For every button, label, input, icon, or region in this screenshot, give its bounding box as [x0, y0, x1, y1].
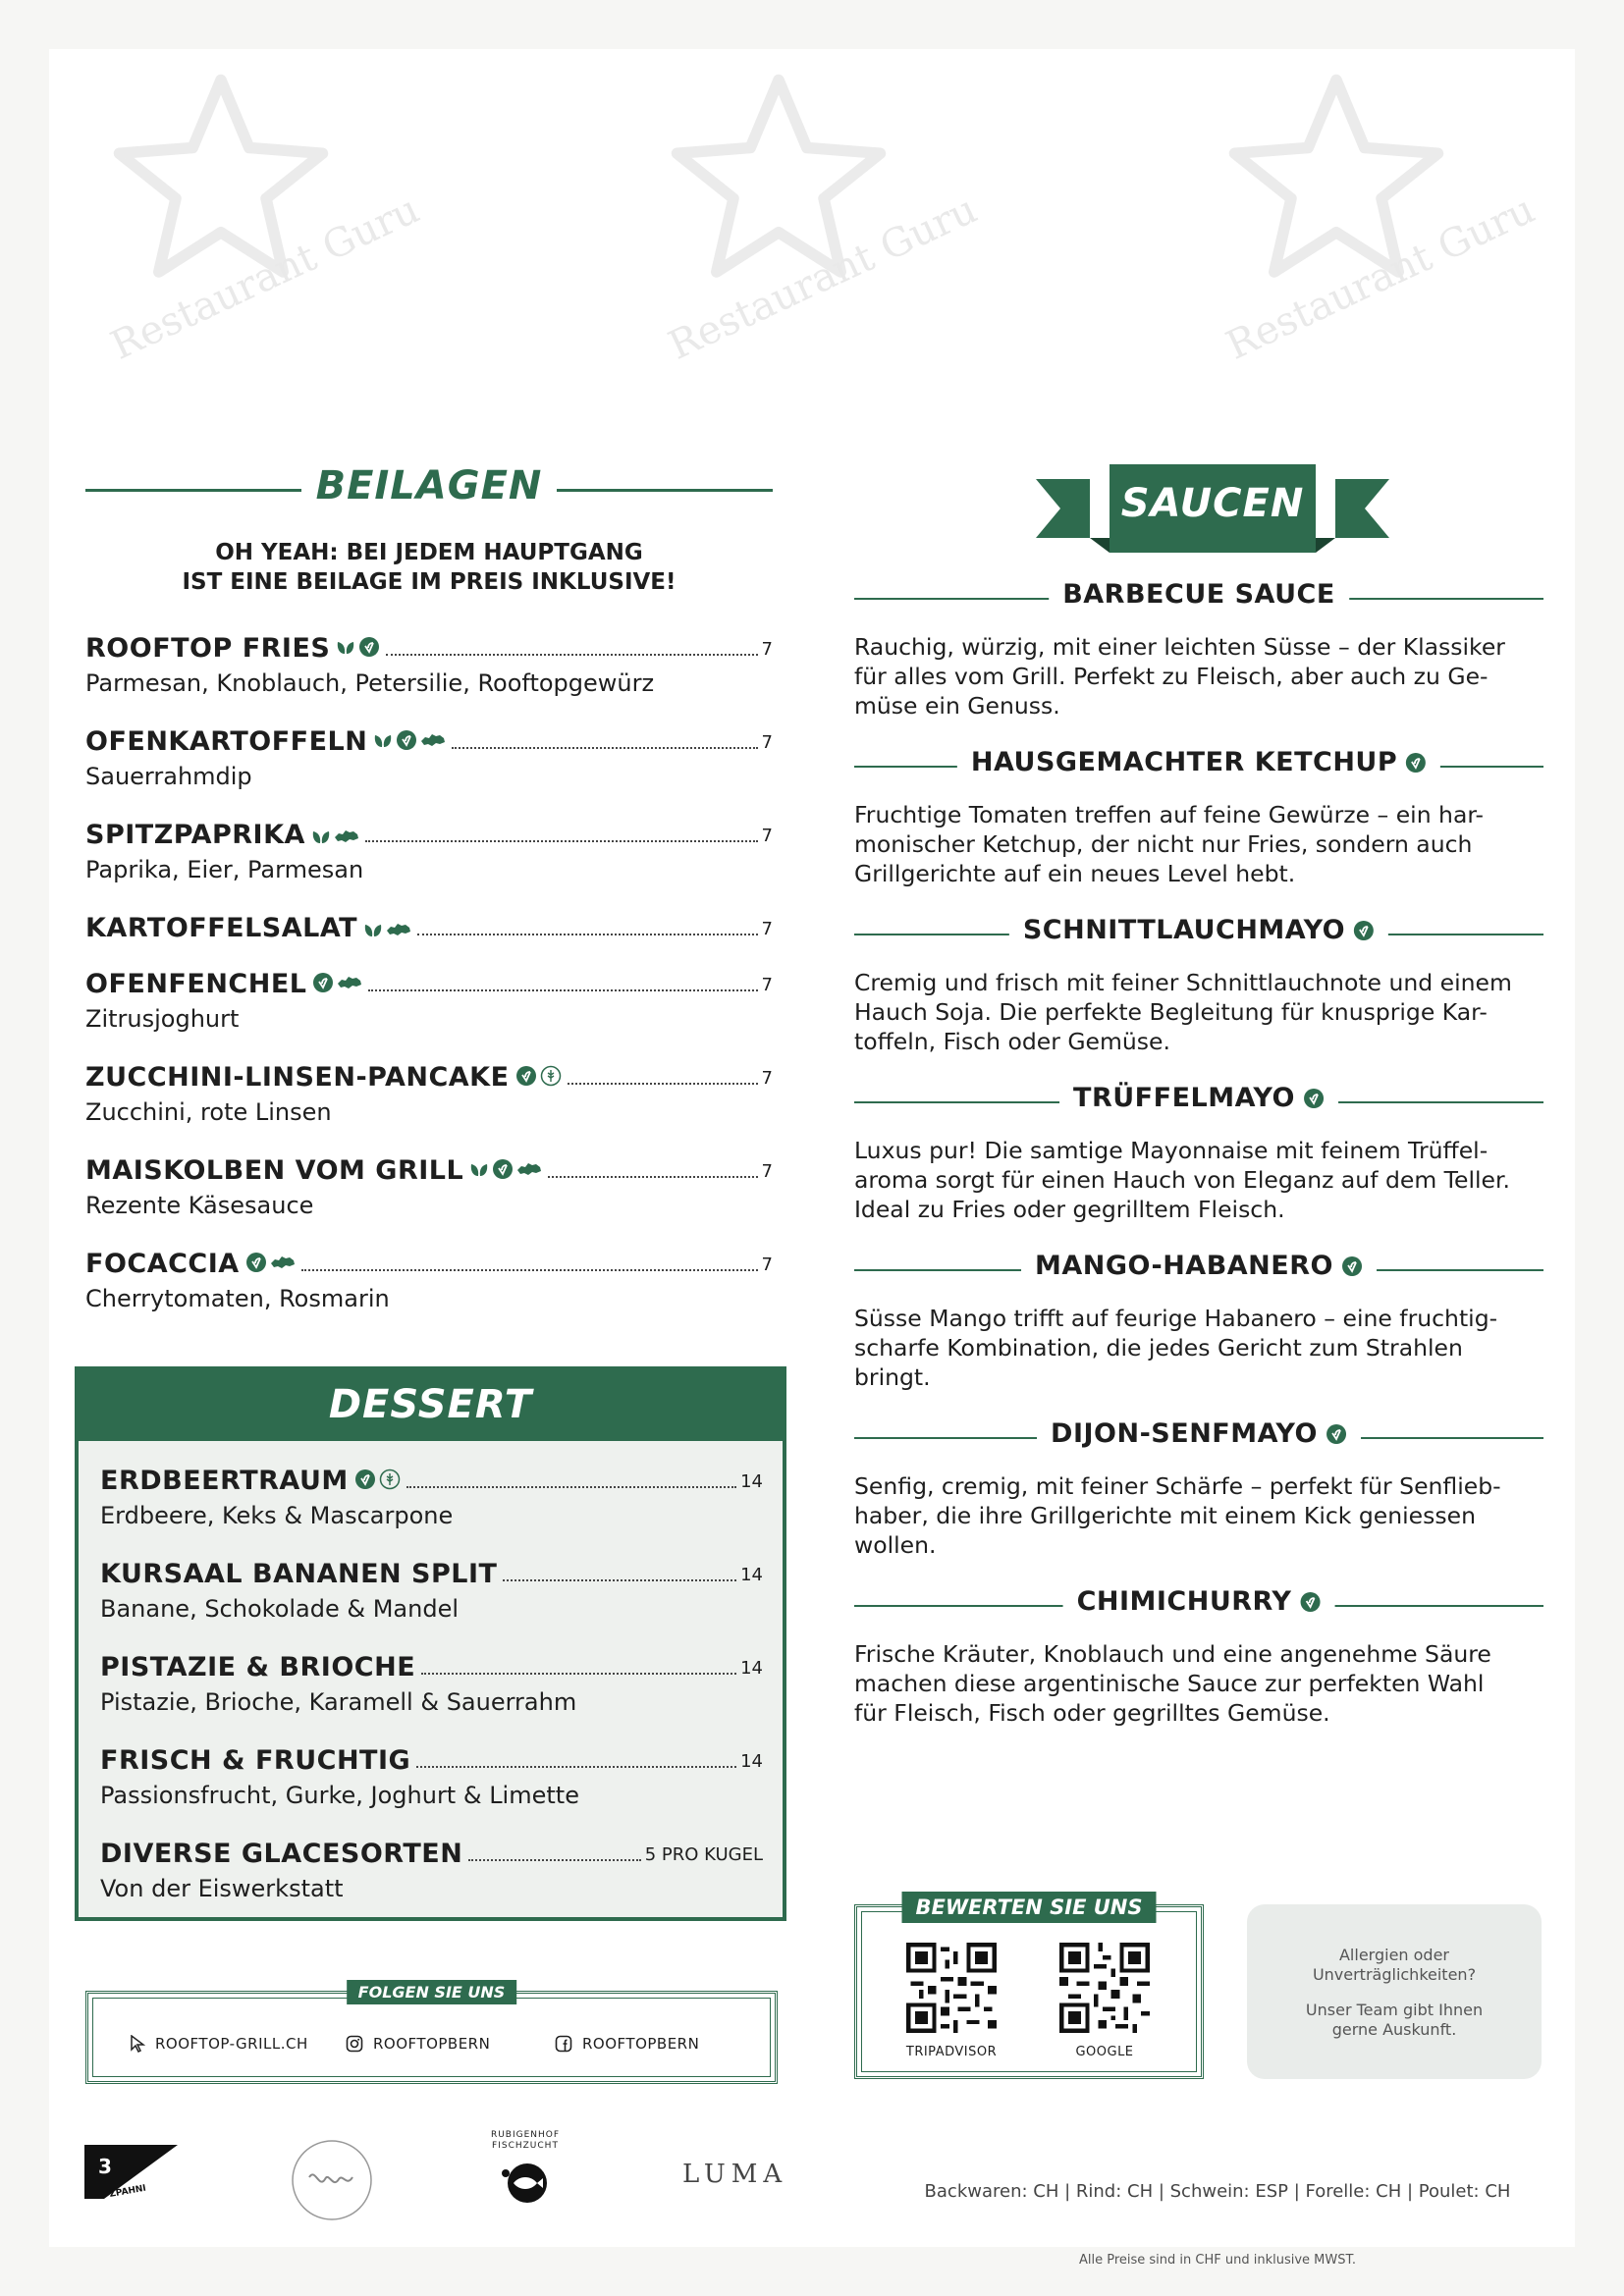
sauce-item: [854, 915, 1543, 1056]
sauce-header: [854, 747, 1543, 786]
item-name: FRISCH & FRUCHTIG: [100, 1745, 411, 1776]
item-price: 14: [740, 1658, 763, 1679]
menu-item: [85, 1057, 773, 1126]
leaf-icon: [336, 639, 355, 655]
vegetarian-icon: [492, 1158, 514, 1180]
leaf-icon: [311, 828, 331, 844]
beilagen-header: [85, 461, 773, 520]
sauce-item: [854, 579, 1543, 721]
allergy-note: Allergien oder Unverträglichkeiten? Unser Team gibt Ihnen gerne Auskunft.: [1247, 1904, 1542, 2079]
facebook-icon: [555, 2035, 572, 2053]
sauce-header: [854, 1586, 1543, 1626]
item-icons: [373, 729, 446, 757]
item-name: DIVERSE GLACESORTEN: [100, 1839, 463, 1869]
sauce-name: DIJON-SENFMAYO: [1051, 1418, 1318, 1449]
sauce-header: [854, 579, 1543, 618]
item-description: Rezente Käsesauce: [85, 1192, 314, 1219]
saucen-banner: [1036, 459, 1389, 558]
menu-item: [100, 1834, 763, 1902]
sauce-item: [854, 1083, 1543, 1224]
sauce-description: Senfig, cremig, mit feiner Schärfe – perfekt für Senflieb- haber, die ihre Grillgerichte mit einem Kick geniessen wollen.: [854, 1472, 1501, 1559]
item-price: 7: [761, 919, 773, 939]
item-icons: [469, 1158, 542, 1186]
item-icons: [245, 1252, 296, 1279]
sauce-description: Süsse Mango trifft auf feurige Habanero – eine fruchtig- scharfe Kombination, die jedes Gericht zum Strahlen bringt.: [854, 1305, 1498, 1391]
sauce-name: TRÜFFELMAYO: [1073, 1083, 1295, 1113]
watermark-icon: [108, 69, 334, 294]
item-name: PISTAZIE & BRIOCHE: [100, 1652, 416, 1682]
sauce-name: MANGO-HABANERO: [1035, 1251, 1333, 1281]
leader-dots: [417, 934, 757, 935]
item-icons: [311, 828, 359, 850]
sauce-item: [854, 1251, 1543, 1392]
beilagen-title: BEILAGEN: [315, 463, 543, 508]
item-price: 14: [740, 1565, 763, 1585]
sauce-header: [854, 915, 1543, 954]
svg-text:3: 3: [98, 2155, 112, 2178]
saucen-title: SAUCEN: [1120, 481, 1305, 526]
leader-dots: [548, 1176, 757, 1178]
menu-item: [85, 1244, 773, 1312]
item-icons: [515, 1065, 562, 1093]
gluten-free-icon: [379, 1468, 401, 1490]
item-price: 7: [761, 1161, 773, 1182]
item-icons: [312, 972, 362, 999]
leader-dots: [468, 1859, 640, 1861]
vegetarian-icon: [312, 972, 334, 993]
item-price: 14: [740, 1751, 763, 1772]
menu-item: [100, 1647, 763, 1716]
sauce-description: Cremig und frisch mit feiner Schnittlauchnote und einem Hauch Soja. Die perfekte Begleitung für knusprige Kar- toffeln, Fisch oder Gemüse.: [854, 969, 1512, 1055]
swiss-origin-icon: [270, 1255, 296, 1270]
vegetarian-icon: [515, 1065, 537, 1087]
item-name: ZUCCHINI-LINSEN-PANCAKE: [85, 1062, 510, 1093]
leader-dots: [416, 1766, 736, 1768]
item-description: Banane, Schokolade & Mandel: [100, 1595, 460, 1623]
watermark: Restaurant Guru: [69, 69, 363, 363]
item-icons: [354, 1468, 401, 1496]
vegetarian-icon: [1353, 920, 1375, 941]
leader-dots: [386, 654, 757, 656]
item-description: Paprika, Eier, Parmesan: [85, 856, 364, 883]
cursor-icon: [130, 2035, 145, 2053]
menu-item: [85, 964, 773, 1033]
swiss-origin-icon: [337, 975, 362, 990]
menu-item: [85, 815, 773, 883]
item-icons: [363, 922, 411, 943]
tripadvisor-qr-code[interactable]: [906, 1943, 997, 2033]
sauce-name: HAUSGEMACHTER KETCHUP: [970, 747, 1398, 777]
zpahni-logo-icon: [84, 2140, 183, 2201]
vegetarian-icon: [396, 729, 417, 751]
swiss-origin-icon: [334, 828, 359, 844]
item-description: Zitrusjoghurt: [85, 1005, 240, 1033]
leader-dots: [503, 1579, 736, 1581]
menu-item: [85, 908, 773, 943]
menu-page: [49, 49, 1575, 2268]
item-name: SPITZPAPRIKA: [85, 820, 305, 850]
vegetarian-icon: [354, 1468, 376, 1490]
google-qr-code[interactable]: [1059, 1943, 1150, 2033]
vegetarian-icon: [245, 1252, 267, 1273]
website-link[interactable]: ROOFTOP-GRILL.CH: [130, 2035, 308, 2053]
menu-item: [100, 1554, 763, 1623]
item-price: 7: [761, 639, 773, 660]
swiss-origin-icon: [386, 922, 411, 937]
sauce-name: SCHNITTLAUCHMAYO: [1022, 915, 1346, 945]
leader-dots: [368, 989, 757, 991]
fish-logo-icon: [496, 2152, 555, 2211]
item-description: Zucchini, rote Linsen: [85, 1098, 332, 1126]
rubigenhof-logo: RUBIGENHOF FISCHZUCHT: [481, 2130, 569, 2218]
item-price: 7: [761, 1068, 773, 1089]
item-description: Parmesan, Knoblauch, Petersilie, Rooftopgewürz: [85, 669, 655, 697]
sauce-item: [854, 747, 1543, 888]
beilagen-intro: OH YEAH: BEI JEDEM HAUPTGANG IST EINE BEILAGE IM PREIS INKLUSIVE!: [182, 540, 677, 595]
item-price: 7: [761, 975, 773, 995]
item-description: Erdbeere, Keks & Mascarpone: [100, 1502, 454, 1529]
script-logo-icon: [290, 2138, 374, 2222]
item-name: KURSAAL BANANEN SPLIT: [100, 1559, 498, 1589]
item-description: Passionsfrucht, Gurke, Joghurt & Limette: [100, 1782, 579, 1809]
item-description: Sauerrahmdip: [85, 763, 252, 790]
vegetarian-icon: [358, 636, 380, 658]
vegetarian-icon: [1341, 1255, 1363, 1277]
svg-text:ZPAHNI: ZPAHNI: [108, 2183, 147, 2200]
watermark: Restaurant Guru: [626, 69, 921, 363]
google-label: GOOGLE: [1075, 2045, 1134, 2059]
menu-item: [100, 1461, 763, 1529]
review-title: BEWERTEN SIE UNS: [902, 1892, 1157, 1923]
swiss-origin-icon: [420, 732, 446, 748]
watermark: Restaurant Guru: [1184, 69, 1479, 363]
script-logo: [290, 2138, 374, 2222]
sauce-name: BARBECUE SAUCE: [1062, 579, 1335, 610]
menu-item: [85, 1150, 773, 1219]
item-name: FOCACCIA: [85, 1249, 240, 1279]
item-price: 7: [761, 826, 773, 846]
leader-dots: [421, 1673, 736, 1675]
swiss-origin-icon: [516, 1161, 542, 1177]
menu-item: [100, 1740, 763, 1809]
sauce-name: CHIMICHURRY: [1076, 1586, 1292, 1617]
item-description: Cherrytomaten, Rosmarin: [85, 1285, 390, 1312]
menu-item: [85, 721, 773, 790]
leaf-icon: [363, 922, 383, 937]
menu-item: [85, 628, 773, 697]
leaf-icon: [373, 732, 393, 748]
item-name: KARTOFFELSALAT: [85, 913, 358, 943]
leader-dots: [301, 1269, 758, 1271]
luma-logo: LUMA: [682, 2160, 788, 2189]
dessert-title: DESSERT: [328, 1382, 533, 1427]
social-box: [85, 1983, 778, 2084]
dessert-header: [79, 1370, 783, 1441]
sauce-description: Rauchig, würzig, mit einer leichten Süsse – der Klassiker für alles vom Grill. Perfekt zu Fleisch, aber auch zu Ge- müse ein Genuss.: [854, 633, 1505, 720]
watermark-icon: [1223, 69, 1449, 294]
sauce-item: [854, 1586, 1543, 1728]
vegetarian-icon: [1405, 752, 1427, 774]
item-price: 7: [761, 732, 773, 753]
item-name: OFENKARTOFFELN: [85, 726, 368, 757]
item-price: 5 PRO KUGEL: [644, 1844, 763, 1865]
item-name: OFENFENCHEL: [85, 969, 307, 999]
leader-dots: [452, 747, 757, 749]
item-name: ERDBEERTRAUM: [100, 1466, 349, 1496]
leader-dots: [406, 1486, 736, 1488]
item-name: MAISKOLBEN VOM GRILL: [85, 1155, 464, 1186]
sauce-header: [854, 1083, 1543, 1122]
review-box: [854, 1896, 1204, 2079]
meat-origin: Backwaren: CH | Rind: CH | Schwein: ESP | Forelle: CH | Poulet: CH: [924, 2181, 1511, 2202]
sauce-description: Fruchtige Tomaten treffen auf feine Gewürze – ein har- monischer Ketchup, der nicht nur Fries, sondern auch Grillgerichte auf ein neues Level hebt.: [854, 801, 1484, 887]
dessert-panel: [75, 1366, 786, 1921]
facebook-link[interactable]: ROOFTOPBERN: [555, 2035, 699, 2053]
gluten-free-icon: [540, 1065, 562, 1087]
vegetarian-icon: [1299, 1591, 1321, 1613]
instagram-link[interactable]: ROOFTOPBERN: [346, 2035, 490, 2053]
tripadvisor-label: TRIPADVISOR: [905, 2045, 998, 2059]
item-icons: [336, 636, 380, 664]
social-title: FOLGEN SIE UNS: [347, 1980, 517, 2004]
sauce-header: [854, 1418, 1543, 1458]
sauce-header: [854, 1251, 1543, 1290]
leader-dots: [365, 840, 758, 842]
item-price: 14: [740, 1471, 763, 1492]
zpahni-logo: [84, 2140, 183, 2201]
leader-dots: [568, 1083, 758, 1085]
item-description: Von der Eiswerkstatt: [100, 1875, 344, 1902]
vegetarian-icon: [1326, 1423, 1347, 1445]
item-name: ROOFTOP FRIES: [85, 633, 331, 664]
watermark-icon: [666, 69, 892, 294]
sauce-description: Luxus pur! Die samtige Mayonnaise mit feinem Trüffel- aroma sorgt für einen Hauch von Eleganz auf dem Teller. Ideal zu Fries oder gegrilltem Fleisch.: [854, 1137, 1510, 1223]
item-price: 7: [761, 1255, 773, 1275]
vegetarian-icon: [1303, 1088, 1325, 1109]
prices-note: Alle Preise sind in CHF und inklusive MWST.: [1078, 2253, 1357, 2268]
item-description: Pistazie, Brioche, Karamell & Sauerrahm: [100, 1688, 577, 1716]
instagram-icon: [346, 2035, 363, 2053]
leaf-icon: [469, 1161, 489, 1177]
sauce-item: [854, 1418, 1543, 1560]
sauce-description: Frische Kräuter, Knoblauch und eine angenehme Säure machen diese argentinische Sauce zur perfekten Wahl für Fleisch, Fisch oder gegrilltes Gemüse.: [854, 1640, 1491, 1727]
